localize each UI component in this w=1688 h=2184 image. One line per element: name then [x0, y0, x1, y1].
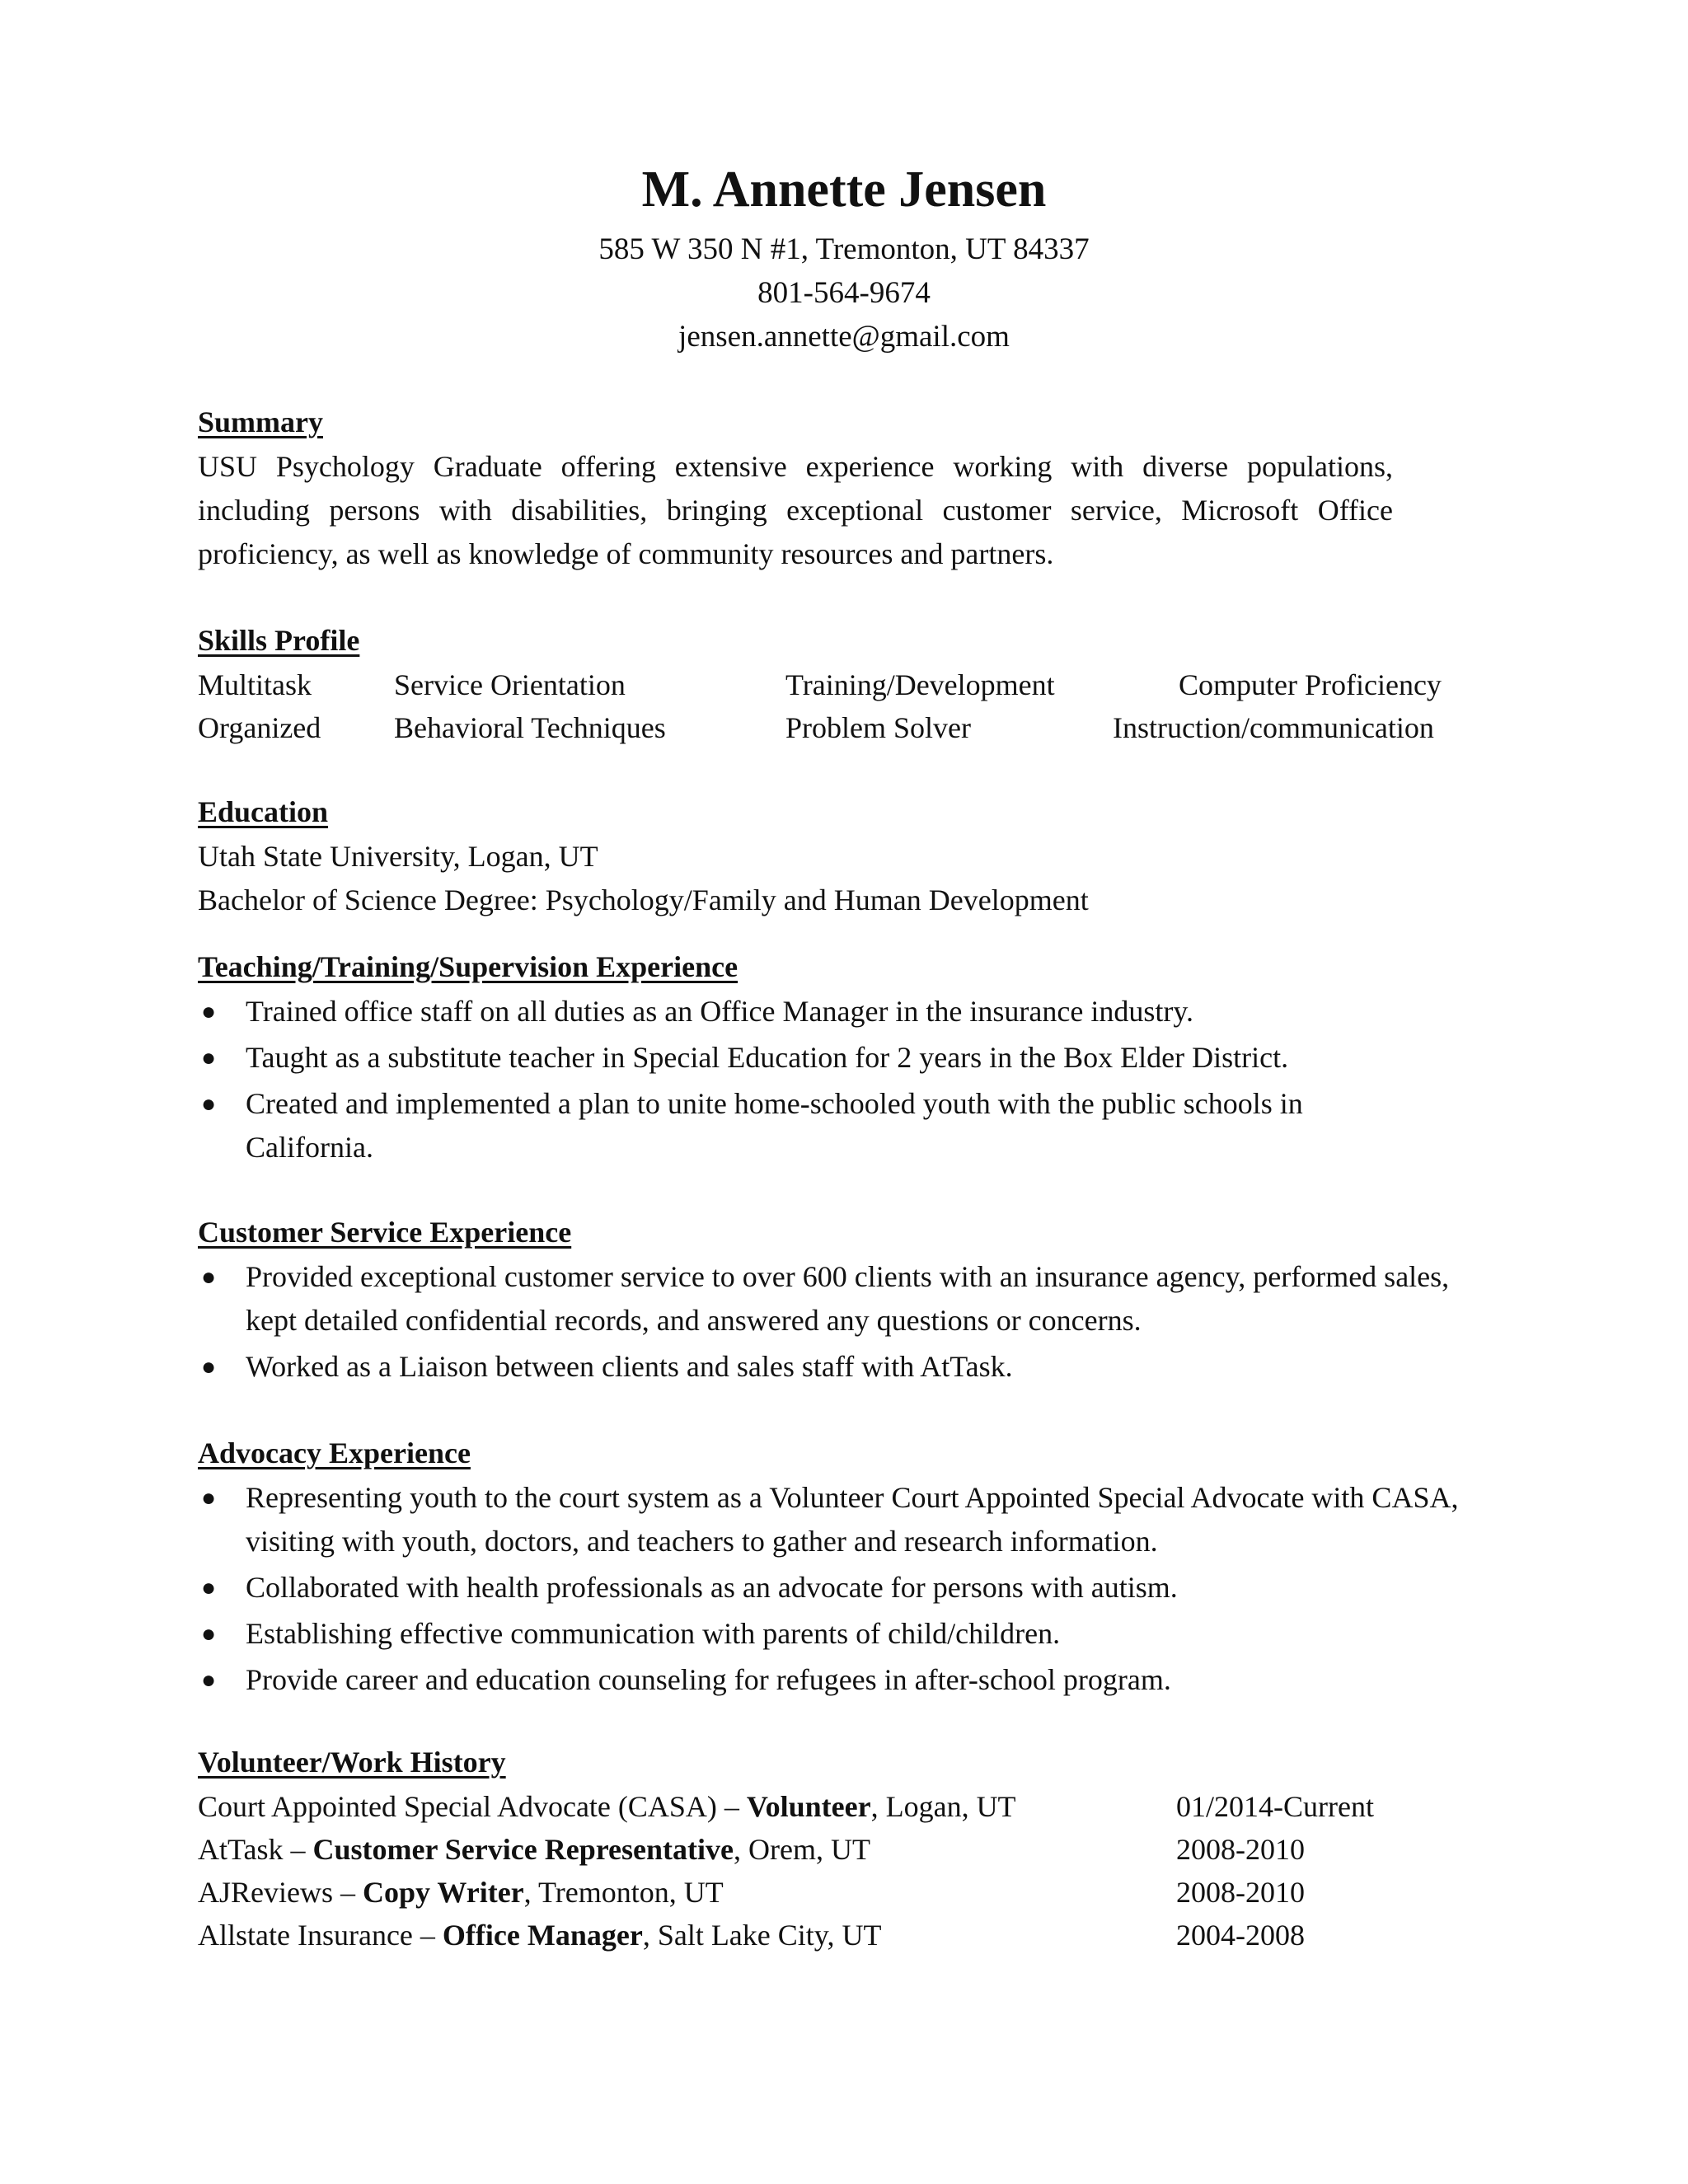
- skill-item: Service Orientation: [394, 668, 626, 701]
- skill-item: Behavioral Techniques: [394, 711, 666, 744]
- work-entry-location: , Orem, UT: [734, 1833, 870, 1866]
- work-entry-location: , Salt Lake City, UT: [642, 1919, 882, 1952]
- summary-heading: Summary: [198, 405, 323, 438]
- list-item-text: Worked as a Liaison between clients and sales staff with AtTask.: [246, 1350, 1013, 1383]
- skills-heading: Skills Profile: [198, 624, 360, 657]
- teaching-list: [198, 990, 1484, 1172]
- work-entry-dates: 01/2014-Current: [1176, 1790, 1374, 1823]
- bullet-icon: ●: [201, 1090, 217, 1118]
- bullet-icon: ●: [201, 1353, 217, 1380]
- list-item: [198, 1345, 1484, 1389]
- advocacy-list: [198, 1476, 1484, 1704]
- bullet-icon: ●: [201, 1620, 217, 1647]
- customer-service-heading: Customer Service Experience: [198, 1216, 572, 1249]
- skill-item: Training/Development: [785, 668, 1055, 701]
- work-entry-org: AJReviews –: [198, 1876, 363, 1909]
- work-entry: [198, 1914, 1484, 1957]
- list-item: [198, 1612, 1484, 1656]
- work-entry-org: Court Appointed Special Advocate (CASA) –: [198, 1790, 747, 1823]
- list-item-text: Establishing effective communication with parents of child/children.: [246, 1617, 1061, 1650]
- skill-item: Instruction/communication: [1113, 711, 1434, 744]
- work-entry-role: Customer Service Representative: [312, 1833, 734, 1866]
- skill-item: Problem Solver: [785, 711, 971, 744]
- work-entry-org: AtTask –: [198, 1833, 313, 1866]
- teaching-heading: Teaching/Training/Supervision Experience: [198, 950, 738, 983]
- customer-service-list: [198, 1255, 1484, 1391]
- phone: 801-564-9674: [757, 276, 931, 310]
- list-item: [198, 1082, 1484, 1169]
- work-history-heading: Volunteer/Work History: [198, 1746, 506, 1779]
- work-entry: [198, 1828, 1484, 1871]
- work-entry-dates: 2008-2010: [1176, 1833, 1305, 1866]
- list-item-text: Provide career and education counseling for refugees in after-school program.: [246, 1663, 1171, 1696]
- list-item-text: Representing youth to the court system as a Volunteer Court Appointed Special Advocate with CASA, visiting with youth, doctors, and teachers to gather and research information.: [246, 1481, 1459, 1558]
- list-item: [198, 1036, 1484, 1080]
- work-entry-dates: 2008-2010: [1176, 1876, 1305, 1909]
- summary-text: [198, 445, 1393, 576]
- skill-item: Organized: [198, 711, 321, 744]
- education-degree: Bachelor of Science Degree: Psychology/Family and Human Development: [198, 883, 1089, 916]
- work-entry-role: Office Manager: [442, 1919, 643, 1952]
- work-entry-location: , Logan, UT: [870, 1790, 1016, 1823]
- work-entry-org: Allstate Insurance –: [198, 1919, 443, 1952]
- list-item: [198, 990, 1484, 1033]
- work-entry-role: Copy Writer: [363, 1876, 524, 1909]
- skill-item: Multitask: [198, 668, 312, 701]
- bullet-icon: ●: [201, 998, 217, 1025]
- work-entry-dates: 2004-2008: [1176, 1919, 1305, 1952]
- bullet-icon: ●: [201, 1484, 217, 1511]
- list-item: [198, 1566, 1484, 1610]
- advocacy-heading: Advocacy Experience: [198, 1436, 471, 1469]
- bullet-icon: ●: [201, 1574, 217, 1601]
- work-entry-location: , Tremonton, UT: [523, 1876, 724, 1909]
- list-item: [198, 1658, 1484, 1702]
- list-item: [198, 1476, 1484, 1563]
- address: 585 W 350 N #1, Tremonton, UT 84337: [598, 232, 1090, 266]
- education-heading: Education: [198, 795, 329, 828]
- list-item-text: Trained office staff on all duties as an Office Manager in the insurance industry.: [246, 995, 1194, 1028]
- list-item-text: Provided exceptional customer service to over 600 clients with an insurance agency, performed sales, kept detailed confidential records, and answered any questions or concerns.: [246, 1260, 1450, 1337]
- education-school: Utah State University, Logan, UT: [198, 840, 598, 873]
- list-item-text: Taught as a substitute teacher in Special Education for 2 years in the Box Elder District.: [246, 1041, 1289, 1074]
- bullet-icon: ●: [201, 1263, 217, 1291]
- list-item-text: Collaborated with health professionals as an advocate for persons with autism.: [246, 1571, 1178, 1604]
- summary-line: including persons with disabilities, bringing exceptional customer service, Microsoft Office: [198, 494, 1393, 527]
- bullet-icon: ●: [201, 1044, 217, 1071]
- summary-line: USU Psychology Graduate offering extensive experience working with diverse populations,: [198, 450, 1393, 483]
- work-entry: [198, 1785, 1484, 1828]
- bullet-icon: ●: [201, 1666, 217, 1694]
- list-item-text: Created and implemented a plan to unite home-schooled youth with the public schools in California.: [246, 1087, 1303, 1164]
- list-item: [198, 1255, 1484, 1343]
- summary-line: proficiency, as well as knowledge of community resources and partners.: [198, 537, 1054, 570]
- work-entry: [198, 1871, 1484, 1914]
- skill-item: Computer Proficiency: [1179, 668, 1442, 701]
- work-entry-role: Volunteer: [746, 1790, 871, 1823]
- email: jensen.annette@gmail.com: [678, 320, 1010, 354]
- candidate-name: M. Annette Jensen: [641, 162, 1047, 218]
